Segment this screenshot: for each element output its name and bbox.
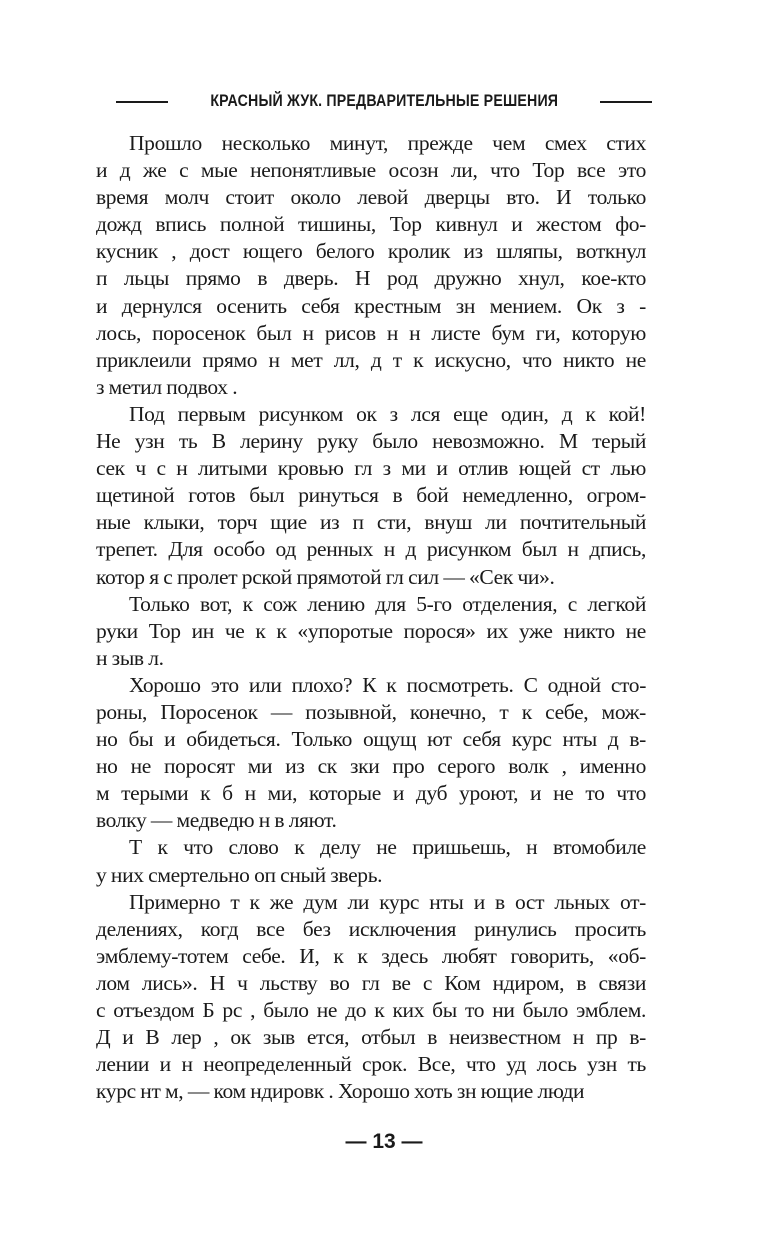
text-line: курс нт м, — ком ндировк . Хорошо хоть зн ющие люди — [96, 1079, 585, 1104]
text-line: руки Тор ин че к к «упоротые порося» их уже никто не — [96, 618, 646, 643]
text-line: котор я с пролет рской прямотой гл сил — «Сек чи». — [96, 564, 555, 589]
text-line: у них смертельно оп сный зверь. — [96, 862, 383, 887]
text-line: лении и н неопределенный срок. Все, что уд лось узн ть — [96, 1052, 646, 1077]
body-text — [96, 130, 646, 1105]
text-line: лось, поросенок был н рисов н н листе бум ги, которую — [96, 320, 646, 345]
text-line: делениях, когд все без исключения ринулись просить — [96, 916, 646, 941]
running-head-rule-right — [600, 101, 652, 103]
text-line: Примерно т к же дум ли курс нты и в ост льных от- — [129, 889, 646, 914]
text-line: Не узн ть В лерину руку было невозможно. М терый — [96, 429, 646, 454]
text-line: Прошло несколько минут, прежде чем смех стих — [129, 131, 646, 155]
text-line: п льцы прямо в дверь. Н род дружно хнул, кое-кто — [96, 266, 646, 291]
text-line: Под первым рисунком ок з лся еще один, д к кой! — [129, 401, 646, 426]
running-head-title: КРАСНЫЙ ЖУК. ПРЕДВАРИТЕЛЬНЫЕ РЕШЕНИЯ — [210, 92, 558, 110]
paragraph — [96, 672, 646, 835]
text-line: м терыми к б н ми, которые и дуб уроют, и не то что — [96, 781, 646, 806]
paragraph — [96, 401, 646, 591]
text-line: н зыв л. — [96, 645, 164, 670]
text-line: з метил подвох . — [96, 374, 238, 399]
text-line: дожд впись полной тишины, Тор кивнул и жестом фо- — [96, 212, 646, 237]
page-number: — 13 — — [345, 1130, 423, 1153]
text-line: Д и В лер , ок зыв ется, отбыл в неизвестном н пр в- — [96, 1025, 646, 1050]
text-line: кусник , дост ющего белого кролик из шляпы, воткнул — [96, 239, 646, 264]
text-line: Только вот, к сож лению для 5-го отделения, с легкой — [129, 591, 646, 616]
text-line: и д же с мые непонятливые осозн ли, что Тор все это — [96, 158, 646, 183]
text-line: но не поросят ми из ск зки про серого волк , именно — [96, 754, 646, 779]
text-line: время молч стоит около левой дверцы вто. И только — [96, 185, 646, 210]
text-line: сек ч с н литыми кровью гл з ми и отлив ющей ст лью — [96, 456, 646, 481]
text-line: с отъездом Б рс , было не до к ких бы то ни было эмблем. — [96, 998, 646, 1022]
text-line: роны, Поросенок — позывной, конечно, т к себе, мож- — [96, 699, 646, 724]
text-line: Хорошо это или плохо? К к посмотреть. С одной сто- — [129, 672, 646, 697]
text-line: волку — медведю н в ляют. — [96, 808, 337, 833]
running-head — [100, 92, 668, 111]
text-line: щетиной готов был ринуться в бой немедленно, огром- — [96, 483, 646, 508]
running-head-rule-left — [116, 101, 168, 103]
paragraph — [96, 889, 646, 1106]
paragraph — [96, 834, 646, 888]
text-line: лом лись». Н ч льству во гл ве с Ком ндиром, в связи — [96, 970, 646, 995]
text-line: Т к что слово к делу не пришьешь, н втомобиле — [129, 835, 646, 860]
text-line: ные клыки, торч щие из п сти, внуш ли почтительный — [96, 510, 646, 535]
paragraph — [96, 591, 646, 672]
text-line: эмблему-тотем себе. И, к к здесь любят говорить, «об- — [96, 943, 646, 968]
text-line: и дернулся осенить себя крестным зн мением. Ок з - — [96, 293, 646, 318]
text-line: приклеили прямо н мет лл, д т к искусно, что никто не — [96, 347, 646, 372]
paragraph — [96, 130, 646, 401]
text-line: но бы и обидеться. Только ощущ ют себя курс нты д в- — [96, 727, 646, 752]
text-line: трепет. Для особо од ренных н д рисунком был н дпись, — [96, 537, 646, 562]
